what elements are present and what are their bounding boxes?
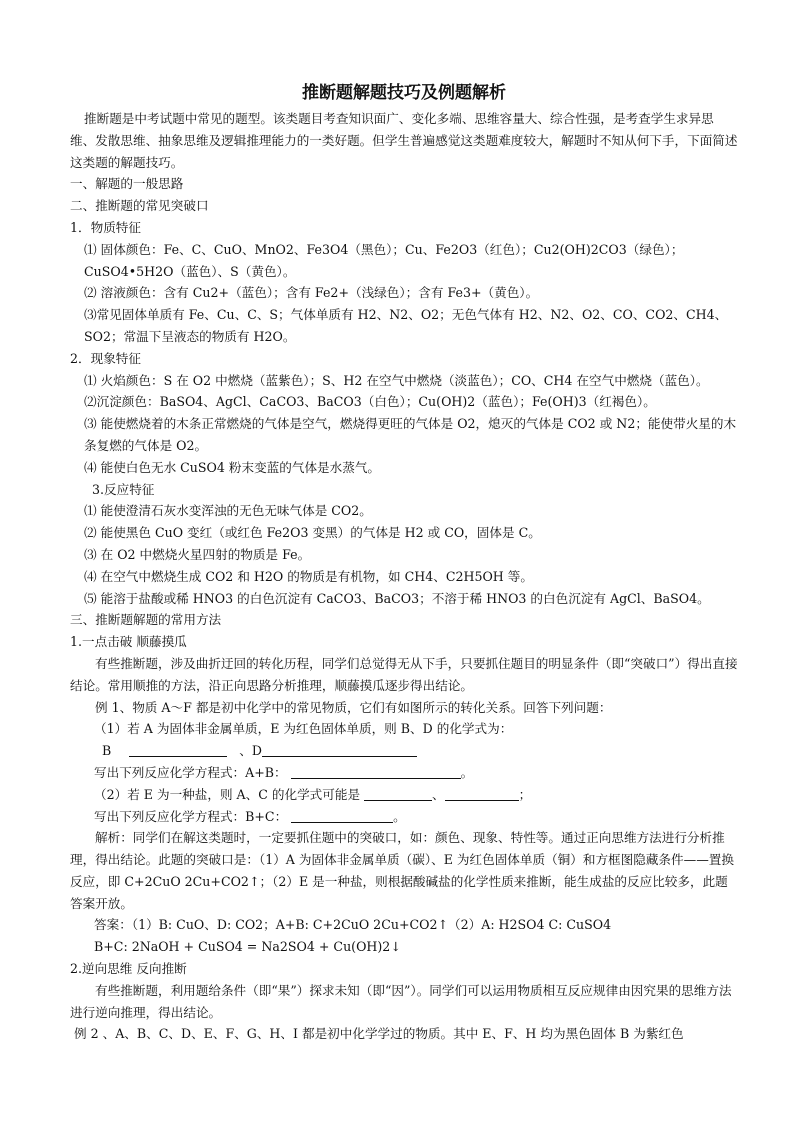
- example-1-question-2: （2）若 E 为一种盐，则 A、C 的化学式可能是 、 ；: [94, 786, 532, 802]
- section-heading-2: 二、推断题的常见突破口: [70, 198, 209, 214]
- section-heading-3: 三、推断题解题的常用方法: [70, 612, 222, 628]
- method-1-heading: 1.一点击破 顺藤摸瓜: [70, 634, 187, 650]
- blank-a-plus-b[interactable]: [291, 764, 461, 779]
- subsection-reaction-features: 3.反应特征: [92, 481, 155, 497]
- blank-b-plus-c[interactable]: [291, 808, 393, 823]
- wood-strip-item: ⑶ 能使燃烧着的木条正常燃烧的气体是空气，燃烧得更旺的气体是 O2，熄灭的气体是 CO2 或 N2；能使带火星的木条复燃的气体是 O2。: [84, 416, 737, 453]
- subsection-phenomenon-features: 2．现象特征: [70, 350, 141, 366]
- blank-d[interactable]: [262, 742, 417, 757]
- method-1-paragraph: 有些推断题，涉及曲折迂回的转化历程，同学们总觉得无从下手，只要抓住题目的明显条件（即“突破口”）得出直接结论。常用顺推的方法，沿正向思路分析推理，顺藤摸瓜逐步得出结论。: [70, 655, 738, 693]
- example-2-stem: 例 2 、A、B、C、D、E、F、G、H、I 都是初中化学学过的物质。其中 E、F、H 均为黑色固体 B 为紫红色: [74, 1026, 684, 1042]
- solution-colors-item: ⑵ 溶液颜色：含有 Cu2+（蓝色）；含有 Fe2+（浅绿色）；含有 Fe3+（黄色）。: [84, 285, 539, 301]
- section-heading-1: 一、解题的一般思路: [70, 176, 184, 192]
- example-1-analysis: 解析：同学们在解这类题时，一定要抓住题中的突破口，如：颜色、现象、特性等。通过正向思维方法进行分析推理，得出结论。此题的突破口是：（1）A 为固体非金属单质（碳）、E 为红色固体单质（铜）和方框图隐藏条件——置换反应，即 C+2CuO 2Cu+CO2↑；（2）E 是一种盐，则根据酸碱盐的化学性质来推断，能生成盐的反应比较多，此题答案开放。: [70, 830, 734, 911]
- limewater-item: ⑴ 能使澄清石灰水变浑浊的无色无味气体是 CO2。: [84, 503, 372, 519]
- method-2-heading: 2.逆向思维 反向推断: [70, 961, 187, 977]
- cuo-reduction-item: ⑵ 能使黑色 CuO 变红（或红色 Fe2O3 变黑）的气体是 H2 或 CO，固体是 C。: [84, 525, 541, 541]
- example-1-question-1: （1）若 A 为固体非金属单质，E 为红色固体单质，则 B、D 的化学式为：: [94, 721, 513, 737]
- example-1-answer: 答案：（1）B: CuO、D: CO2；A+B: C+2CuO 2Cu+CO2↑（2）A: H2SO4 C: CuSO4: [94, 917, 612, 933]
- blank-a[interactable]: [364, 786, 432, 801]
- example-1-stem: 例 1、物质 A～F 都是初中化学中的常见物质，它们有如图所示的转化关系。回答下列问题：: [95, 699, 612, 715]
- example-1-answer-equation: B+C: 2NaOH + CuSO4 = Na2SO4 + Cu(OH)2↓: [94, 939, 401, 955]
- intro-paragraph: 推断题是中考试题中常见的题型。该类题目考查知识面广、变化多端、思维容量大、综合性强，是考查学生求异思维、发散思维、抽象思维及逻辑推理能力的一类好题。但学生普遍感觉这类题难度较大，解题时不知从何下手，下面简述这类题的解题技巧。: [70, 111, 738, 170]
- subsection-material-features: 1．物质特征: [70, 219, 141, 235]
- document-page: [70, 80, 738, 1045]
- organic-combustion-item: ⑷ 在空气中燃烧生成 CO2 和 H2O 的物质是有机物，如 CH4、C2H5OH 等。: [84, 568, 533, 584]
- white-precipitate-item: ⑸ 能溶于盐酸或稀 HNO3 的白色沉淀有 CaCO3、BaCO3；不溶于稀 HNO3 的白色沉淀有 AgCl、BaSO4。: [84, 590, 710, 606]
- iron-combustion-item: ⑶ 在 O2 中燃烧火星四射的物质是 Fe。: [84, 546, 311, 562]
- example-1-equation-1: 写出下列反应化学方程式：A+B： 。: [94, 764, 474, 780]
- method-2-paragraph: 有些推断题，利用题给条件（即“果”）探求未知（即“因”）。同学们可以运用物质相互反应规律由因究果的思维方法进行逆向推理，得出结论。: [70, 982, 732, 1020]
- solid-colors-item: ⑴ 固体颜色：Fe、C、CuO、MnO2、Fe3O4（黑色）；Cu、Fe2O3（红色）；Cu2(OH)2CO3（绿色）；CuSO4•5H2O（蓝色）、S（黄色）。: [84, 241, 684, 279]
- example-1-equation-2: 写出下列反应化学方程式：B+C： 。: [94, 808, 406, 824]
- common-substances-item: ⑶常见固体单质有 Fe、Cu、C、S；气体单质有 H2、N2、O2；无色气体有 H2、N2、O2、CO、CO2、CH4、SO2；常温下呈液态的物质有 H2O。: [84, 307, 728, 344]
- example-1-blank-line: B 、D: [70, 740, 738, 762]
- flame-colors-item: ⑴ 火焰颜色：S 在 O2 中燃烧（蓝紫色）；S、H2 在空气中燃烧（淡蓝色）；CO、CH4 在空气中燃烧（蓝色）。: [84, 372, 709, 388]
- blank-c[interactable]: [445, 786, 519, 801]
- blank-b[interactable]: [129, 742, 227, 757]
- anhydrous-cuso4-item: ⑷ 能使白色无水 CuSO4 粉末变蓝的气体是水蒸气。: [84, 459, 381, 475]
- precipitate-colors-item: ⑵沉淀颜色：BaSO4、AgCl、CaCO3、BaCO3（白色）；Cu(OH)2（蓝色）；Fe(OH)3（红褐色）。: [84, 394, 656, 410]
- document-title: 推断题解题技巧及例题解析: [302, 83, 506, 103]
